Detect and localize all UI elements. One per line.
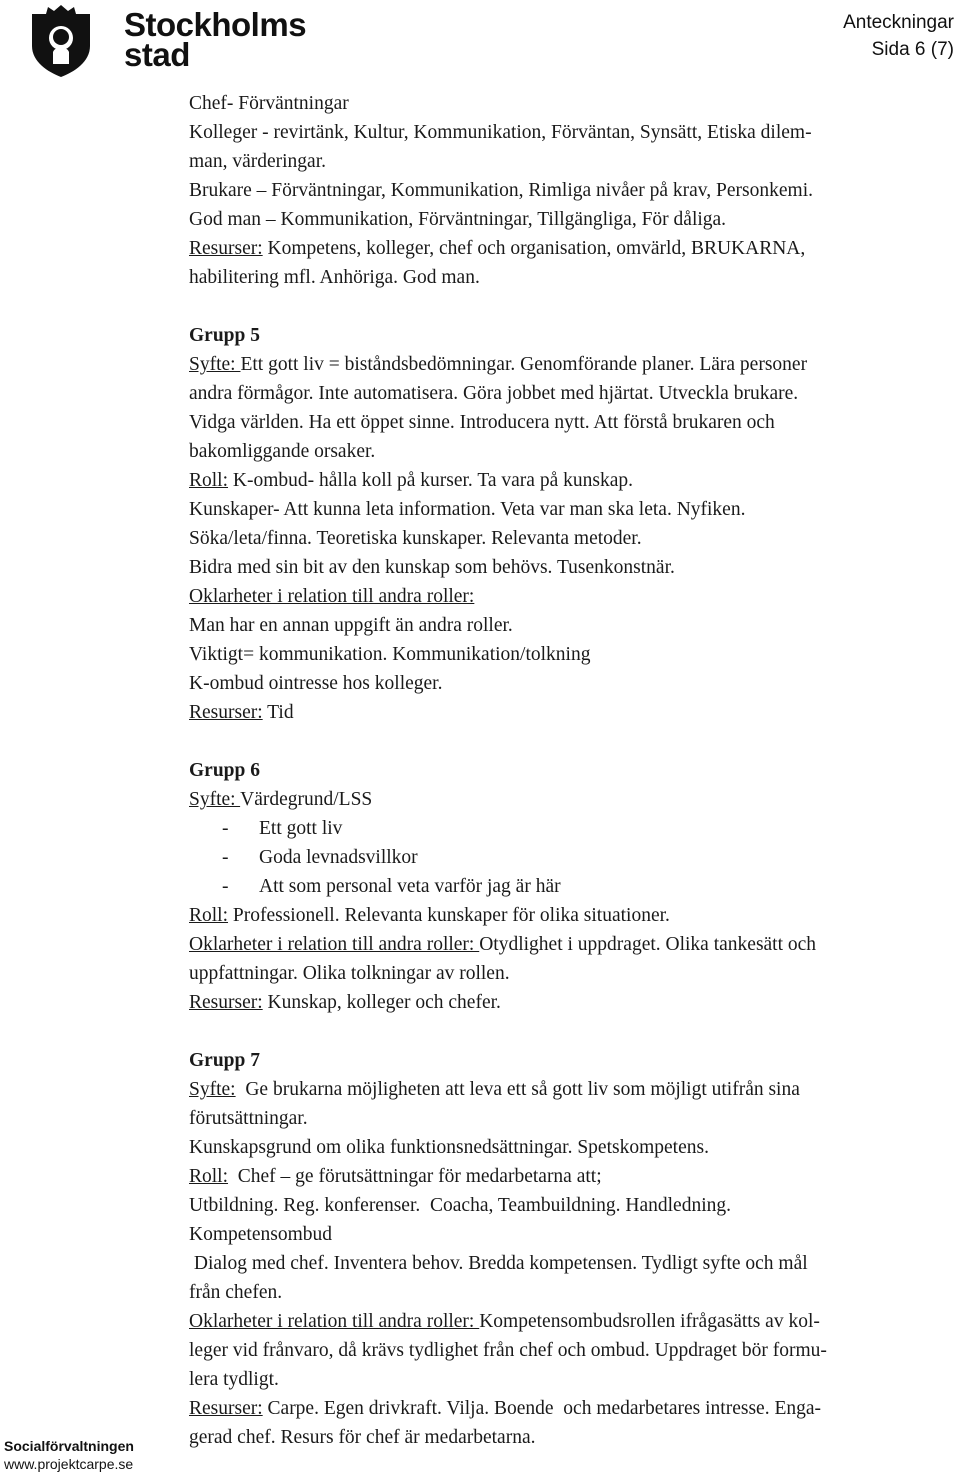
- group-7-heading: Grupp 7: [189, 1050, 260, 1071]
- g5-oklarheter: [189, 582, 949, 611]
- g6-syfte: Syfte: Värdegrund/LSS: [189, 789, 373, 810]
- g5-line: Man har en annan uppgift än andra roller.: [189, 615, 513, 636]
- footer-url: www.projektcarpe.se: [4, 1456, 134, 1472]
- g5-line: Kunskaper- Att kunna leta information. Veta var man ska leta. Nyfiken.: [189, 499, 746, 520]
- g5-resurser: Resurser: Tid: [189, 702, 294, 723]
- stockholms-stad-logo: [26, 4, 307, 82]
- oklarheter-label: Oklarheter i relation till andra roller:: [189, 586, 475, 607]
- document-type: Anteckningar: [843, 12, 954, 33]
- intro-line: God man – Kommunikation, Förväntningar, Tillgängliga, För dåliga.: [189, 209, 727, 230]
- document-body: [189, 89, 949, 1452]
- g6-resurser: Resurser: Kunskap, kolleger och chefer.: [189, 992, 501, 1013]
- g7-line: leger vid frånvaro, då krävs tydlighet från chef och ombud. Uppdraget bör formu-: [189, 1340, 827, 1361]
- g7-line: förutsättningar.: [189, 1108, 308, 1129]
- intro-line: man, värderingar.: [189, 151, 326, 172]
- g7-oklarheter: Oklarheter i relation till andra roller: Kompetensombudsrollen ifrågasätts av kol-: [189, 1311, 820, 1332]
- g7-syfte: Syfte: Ge brukarna möjligheten att leva ett så gott liv som möjligt utifrån sina: [189, 1079, 800, 1100]
- g6-list-item: - Att som personal veta varför jag är här: [222, 876, 561, 897]
- footer-organization: Socialförvaltningen: [4, 1438, 134, 1454]
- g6-oklarheter: Oklarheter i relation till andra roller: Otydlighet i uppdraget. Olika tankesätt och: [189, 934, 817, 955]
- intro-line: Kolleger - revirtänk, Kultur, Kommunikation, Förväntan, Synsätt, Etiska dilem-: [189, 122, 812, 143]
- city-crest-icon: [26, 4, 96, 78]
- syfte-label: Syfte:: [189, 1079, 236, 1100]
- intro-line: habilitering mfl. Anhöriga. God man.: [189, 267, 480, 288]
- logo-line-2: stad: [124, 36, 190, 73]
- g5-line: Söka/leta/finna. Teoretiska kunskaper. Relevanta metoder.: [189, 528, 642, 549]
- g5-line: andra förmågor. Inte automatisera. Göra jobbet med hjärtat. Utveckla brukare.: [189, 383, 799, 404]
- intro-line: Brukare – Förväntningar, Kommunikation, Rimliga nivåer på krav, Personkemi.: [189, 180, 813, 201]
- oklarheter-label: Oklarheter i relation till andra roller:: [189, 934, 480, 955]
- g7-line: Kunskapsgrund om olika funktionsnedsättningar. Spetskompetens.: [189, 1137, 709, 1158]
- g6-line: uppfattningar. Olika tolkningar av rollen.: [189, 963, 510, 984]
- resources-label: Resurser:: [189, 992, 263, 1013]
- oklarheter-label: Oklarheter i relation till andra roller:: [189, 1311, 480, 1332]
- g6-list-item: - Goda levnadsvillkor: [222, 847, 418, 868]
- g7-line: Dialog med chef. Inventera behov. Bredda kompetensen. Tydligt syfte och mål: [189, 1253, 808, 1274]
- resources-label: Resurser:: [189, 238, 263, 259]
- intro-line: Chef- Förväntningar: [189, 93, 349, 114]
- intro-resources: Resurser: Kompetens, kolleger, chef och organisation, omvärld, BRUKARNA,: [189, 238, 806, 259]
- g5-line: Vidga världen. Ha ett öppet sinne. Introducera nytt. Att förstå brukaren och: [189, 412, 775, 433]
- resources-label: Resurser:: [189, 702, 263, 723]
- roll-label: Roll:: [189, 905, 229, 926]
- g7-line: lera tydligt.: [189, 1369, 279, 1390]
- group-6-heading: Grupp 6: [189, 760, 260, 781]
- syfte-label: Syfte:: [189, 789, 241, 810]
- g5-syfte: Syfte: Ett gott liv = biståndsbedömningar. Genomförande planer. Lära personer: [189, 354, 808, 375]
- g5-line: Bidra med sin bit av den kunskap som behövs. Tusenkonstnär.: [189, 557, 675, 578]
- g5-roll: Roll: K-ombud- hålla koll på kurser. Ta vara på kunskap.: [189, 470, 633, 491]
- g7-line: Kompetensombud: [189, 1224, 332, 1245]
- g7-resurser: Resurser: Carpe. Egen drivkraft. Vilja. Boende och medarbetares intresse. Enga-: [189, 1398, 822, 1419]
- page-footer: [4, 1437, 134, 1473]
- group-5-heading: Grupp 5: [189, 325, 260, 346]
- page-header-info: [843, 9, 954, 63]
- g7-line: gerad chef. Resurs för chef är medarbetarna.: [189, 1427, 536, 1448]
- roll-label: Roll:: [189, 470, 229, 491]
- page-number: Sida 6 (7): [871, 39, 954, 60]
- syfte-label: Syfte:: [189, 354, 241, 375]
- g6-list-item: - Ett gott liv: [222, 818, 343, 839]
- g5-line: Viktigt= kommunikation. Kommunikation/tolkning: [189, 644, 591, 665]
- g7-roll: Roll: Chef – ge förutsättningar för medarbetarna att;: [189, 1166, 602, 1187]
- resources-label: Resurser:: [189, 1398, 263, 1419]
- g7-line: Utbildning. Reg. konferenser. Coacha, Teambuildning. Handledning.: [189, 1195, 732, 1216]
- g5-line: K-ombud ointresse hos kolleger.: [189, 673, 443, 694]
- g6-roll: Roll: Professionell. Relevanta kunskaper för olika situationer.: [189, 905, 670, 926]
- g5-line: bakomliggande orsaker.: [189, 441, 376, 462]
- logo-line-1: Stockholms: [124, 6, 307, 43]
- roll-label: Roll:: [189, 1166, 229, 1187]
- g7-line: från chefen.: [189, 1282, 283, 1303]
